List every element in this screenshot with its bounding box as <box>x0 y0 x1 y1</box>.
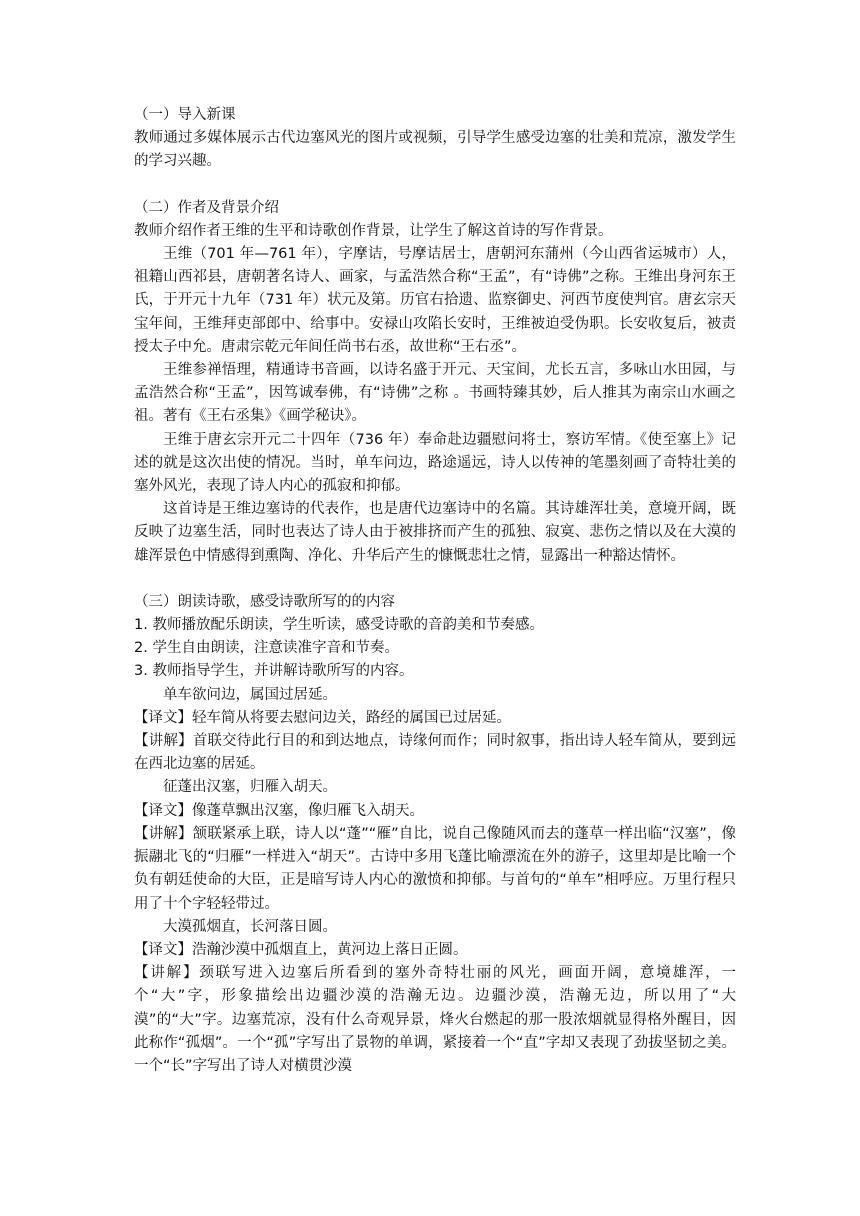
document-body <box>134 104 736 1078</box>
translation-paragraph <box>134 707 736 730</box>
explanation-text: 颔联紧承上联，诗人以“蓬”“雁”自比，说自己像随风而去的蓬草一样出临“汉塞”，像振翮北飞的“归雁”一样进入“胡天”。古诗中多用飞蓬比喻漂流在外的游子，这里却是比喻一个负有朝廷使命的大臣，正是暗写诗人内心的激愤和抑郁。与首句的“单车”相呼应。万里行程只用了十个字轻轻带过。 <box>134 825 737 912</box>
translation-text: 像蓬草飘出汉塞，像归雁飞入胡天。 <box>192 802 424 819</box>
translation-paragraph <box>134 939 736 962</box>
translation-label: 【译文】 <box>134 802 192 819</box>
explanation-text: 首联交待此行目的和到达地点，诗缘何而作；同时叙事，指出诗人轻车简从，要到远在西北边塞的居延。 <box>134 733 736 773</box>
explanation-label: 【讲解】 <box>134 733 193 750</box>
spacer <box>134 174 736 197</box>
significance-paragraph: 这首诗是王维边塞诗的代表作，也是唐代边塞诗中的名篇。其诗雄浑壮美，意境开阔，既反映了边塞生活，同时也表达了诗人由于被排挤而产生的孤独、寂寞、悲伤之情以及在大漠的雄浑景色中情感得到熏陶、净化、升华后产生的慷慨悲壮之情，显露出一种豁达情怀。 <box>134 501 736 564</box>
explanation-text: 颈联写进入边塞后所看到的塞外奇特壮丽的风光，画面开阔，意境雄浑，一个“大”字，形象描绘出边疆沙漠的浩瀚无边。边疆沙漠，浩瀚无边，所以用了“大漠”的“大”字。边塞荒凉，没有什么奇观异景，烽火台燃起的那一股浓烟就显得格外醒目，因此称作“孤烟”。一个“孤”字写出了景物的单调，紧接着一个“直”字却又表现了劲拔坚韧之美。一个“长”字写出了诗人对横贯沙漠 <box>134 965 737 1074</box>
explanation-label: 【讲解】 <box>134 825 193 842</box>
translation-label: 【译文】 <box>134 709 192 726</box>
poem-line: 单车欲问边，属国过居延。 <box>163 686 337 703</box>
step-item: 2. 学生自由朗读，注意读准字音和节奏。 <box>134 640 399 657</box>
explanation-label: 【讲解】 <box>134 965 200 982</box>
step-item: 3. 教师指导学生，并讲解诗歌所写的内容。 <box>134 663 414 680</box>
section-1-body: 教师通过多媒体展示古代边塞风光的图片或视频，引导学生感受边塞的壮美和荒凉，激发学生的学习兴趣。 <box>134 130 736 170</box>
translation-label: 【译文】 <box>134 941 192 958</box>
translation-paragraph <box>134 800 736 823</box>
translation-text: 轻车简从将要去慰问边关，路经的属国已过居延。 <box>192 709 511 726</box>
section-1-heading: （一）导入新课 <box>134 107 236 123</box>
poem-line: 大漠孤烟直，长河落日圆。 <box>163 918 337 935</box>
explanation-paragraph <box>134 730 736 776</box>
spacer <box>134 568 736 591</box>
step-item: 1. 教师播放配乐朗读，学生听读，感受诗歌的音韵美和节奏感。 <box>134 617 544 634</box>
section-3-heading: （三）朗读诗歌，感受诗歌所写的的内容 <box>134 593 395 610</box>
poem-line: 征蓬出汉塞，归雁入胡天。 <box>163 779 337 796</box>
translation-text: 浩瀚沙漠中孤烟直上，黄河边上落日正圆。 <box>192 941 468 958</box>
section-2-heading: （二）作者及背景介绍 <box>134 199 279 216</box>
style-paragraph: 王维参禅悟理，精通诗书音画，以诗名盛于开元、天宝间，尤长五言，多咏山水田园，与孟浩然合称“王孟”，因笃诚奉佛，有“诗佛”之称 。书画特臻其妙，后人推其为南宗山水画之祖。著有《王右丞集》《画学秘诀》。 <box>134 362 736 425</box>
explanation-paragraph <box>134 823 736 916</box>
explanation-paragraph <box>134 962 736 1078</box>
mission-paragraph: 王维于唐玄宗开元二十四年（736 年）奉命赴边疆慰问将士，察访军情。《使至塞上》记述的就是这次出使的情况。当时，单车问边，路途遥远，诗人以传神的笔墨刻画了奇特壮美的塞外风光，表现了诗人内心的孤寂和抑郁。 <box>134 431 736 495</box>
section-2-intro: 教师介绍作者王维的生平和诗歌创作背景，让学生了解这首诗的写作背景。 <box>134 222 613 239</box>
biography-paragraph: 王维（701 年—761 年），字摩诘，号摩诘居士，唐朝河东蒲州（今山西省运城市）人，祖籍山西祁县，唐朝著名诗人、画家，与孟浩然合称“王孟”，有“诗佛”之称。王维出身河东王氏，于开元十九年（731 年）状元及第。历官右拾遗、监察御史、河西节度使判官。唐玄宗天宝年间，王维拜吏部郎中、给事中。安禄山攻陷长安时，王维被迫受伪职。长安收复后，被责授太子中允。唐肃宗乾元年间任尚书右丞，故世称“王右丞”。 <box>134 246 736 355</box>
